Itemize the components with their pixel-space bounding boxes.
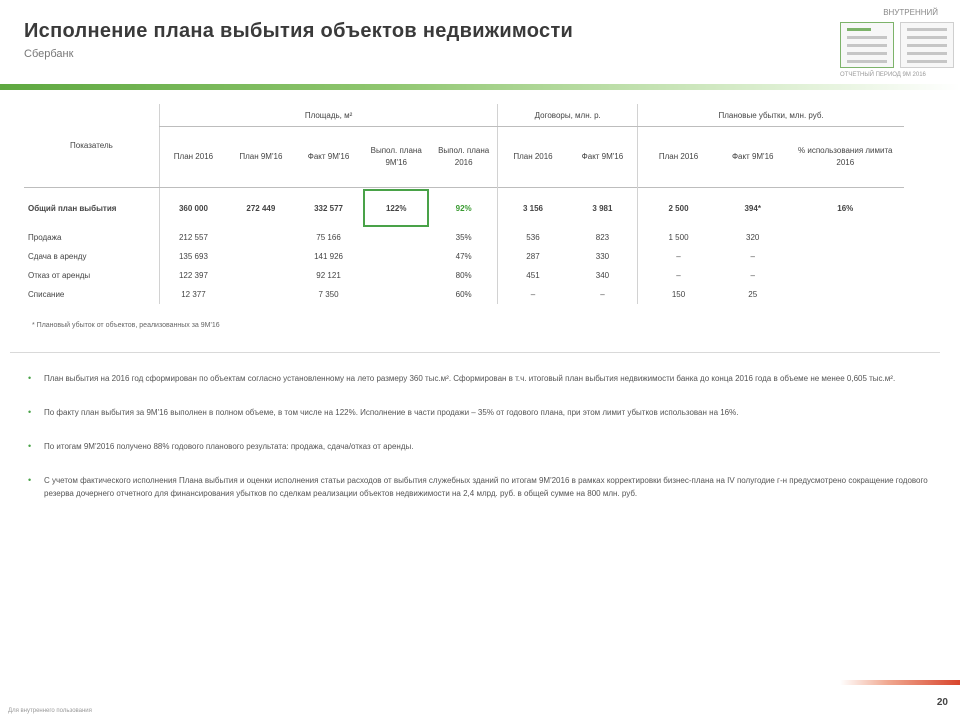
footer-accent-bar xyxy=(840,680,960,685)
table-cell xyxy=(227,285,295,304)
table-footnote: * Плановый убыток от объектов, реализованных за 9М'16 xyxy=(32,322,220,329)
table-cell: 536 xyxy=(498,228,568,247)
table-cell xyxy=(227,228,295,247)
group-header-area: Площадь, м² xyxy=(159,104,497,127)
table-row xyxy=(24,285,904,304)
table-cell: 451 xyxy=(498,266,568,285)
row-label: Сдача в аренду xyxy=(28,252,87,261)
table-cell: 16% xyxy=(787,188,904,229)
bullet-icon: • xyxy=(28,475,32,485)
table-cell: 287 xyxy=(498,247,568,266)
column-header: План 2016 xyxy=(498,127,568,188)
table-cell xyxy=(227,247,295,266)
table-cell xyxy=(362,247,430,266)
table-cell xyxy=(362,266,430,285)
table-cell: 141 926 xyxy=(314,252,343,261)
section-divider xyxy=(10,352,940,353)
table-cell: 272 449 xyxy=(227,188,295,229)
bullet-item xyxy=(28,474,928,500)
slide-thumbnail-next[interactable] xyxy=(900,22,954,68)
page-number: 20 xyxy=(936,697,948,708)
row-label: Отказ от аренды xyxy=(28,271,91,280)
confidentiality-note: Для внутреннего пользования xyxy=(8,708,92,714)
table-cell: 212 557 xyxy=(159,228,227,247)
table-cell: – xyxy=(638,247,719,266)
slide-thumbnails xyxy=(840,22,952,68)
classification-tag: ВНУТРЕННИЙ xyxy=(883,8,938,17)
table-cell: 122 397 xyxy=(159,266,227,285)
column-header: Выпол. плана 2016 xyxy=(438,146,490,167)
table-cell: 3 981 xyxy=(568,188,638,229)
table-cell: 3 156 xyxy=(498,188,568,229)
table-row xyxy=(24,247,904,266)
table-row xyxy=(24,228,904,247)
table-cell xyxy=(227,266,295,285)
bullet-text: План выбытия на 2016 год сформирован по объектам согласно установленному на лето размеру 360 тыс.м². Сформирован в т.ч. итоговый план выбытия недвижимости банка до конца 2016 года в объеме не менее 0,605 тыс.м². xyxy=(44,374,896,383)
group-header-losses: Плановые убытки, млн. руб. xyxy=(638,104,904,127)
table-cell xyxy=(787,266,904,285)
table-cell xyxy=(362,228,430,247)
table-cell: 12 377 xyxy=(159,285,227,304)
table-cell: – xyxy=(750,271,755,280)
table-cell: 92 121 xyxy=(316,271,341,280)
table-cell xyxy=(787,228,904,247)
table-cell: 150 xyxy=(638,285,719,304)
bullet-text: С учетом фактического исполнения Плана выбытия и оценки исполнения статьи расходов от выбытия служебных зданий по итогам 9М'2016 в рамках корректировки бизнес-плана на IV полугодие г-н предусмотрено сокращение годового резерва дочернего отчетного для финансирования убытков по сделкам реализации объектов недвижимости на 2,4 млрд. руб. в общей сумме на 800 млн. руб. xyxy=(44,476,928,498)
bullet-icon: • xyxy=(28,407,32,417)
bullet-list xyxy=(28,372,928,521)
table-cell: 92% xyxy=(430,188,498,229)
table-cell: 7 350 xyxy=(318,290,339,299)
column-header: Факт 9М'16 xyxy=(307,152,350,161)
table-cell: 320 xyxy=(746,233,760,242)
table-cell xyxy=(787,247,904,266)
table-cell xyxy=(362,285,430,304)
page-title: Исполнение плана выбытия объектов недвижимости xyxy=(24,20,574,42)
table-cell: 394* xyxy=(719,188,787,229)
table-cell: – xyxy=(498,285,568,304)
highlighted-cell: 122% xyxy=(362,188,430,229)
table-cell: 340 xyxy=(595,271,610,280)
table-cell xyxy=(787,285,904,304)
table-cell: 80% xyxy=(455,271,472,280)
table-row-total xyxy=(24,188,904,229)
column-header: Выпол. плана 9М'16 xyxy=(370,146,422,167)
page-subtitle: Сбербанк xyxy=(24,48,74,60)
table-cell: 330 xyxy=(595,252,610,261)
table-cell: 360 000 xyxy=(159,188,227,229)
table-cell: – xyxy=(600,290,605,299)
header-divider xyxy=(0,84,960,90)
row-label: Продажа xyxy=(28,233,62,242)
plan-execution-table xyxy=(24,104,904,304)
table-cell: 2 500 xyxy=(638,188,719,229)
row-label: Общий план выбытия xyxy=(24,188,159,229)
table-cell: 75 166 xyxy=(316,233,341,242)
table-cell: 60% xyxy=(455,290,472,299)
thumbnail-caption: ОТЧЕТНЫЙ ПЕРИОД 9М 2016 xyxy=(840,72,926,78)
column-header: % использования лимита 2016 xyxy=(798,146,893,167)
bullet-item xyxy=(28,440,928,453)
group-header-contracts: Договоры, млн. р. xyxy=(498,104,638,127)
column-header: Факт 9М'16 xyxy=(731,152,774,161)
table-cell: 25 xyxy=(748,290,758,299)
table-cell: 135 693 xyxy=(159,247,227,266)
table-cell: – xyxy=(638,266,719,285)
table-cell: 47% xyxy=(455,252,472,261)
bullet-text: По итогам 9М'2016 получено 88% годового планового результата: продажа, сдача/отказ от аренды. xyxy=(44,442,414,451)
row-header: Показатель xyxy=(24,104,159,188)
column-header: Факт 9М'16 xyxy=(581,152,624,161)
slide-thumbnail-current[interactable] xyxy=(840,22,894,68)
table-cell: 332 577 xyxy=(295,188,363,229)
bullet-icon: • xyxy=(28,373,32,383)
bullet-text: По факту план выбытия за 9М'16 выполнен в полном объеме, в том числе на 122%. Исполнение в части продажи – 35% от годового плана, при этом лимит убытков использован на 16%. xyxy=(44,408,739,417)
row-label: Списание xyxy=(28,290,65,299)
column-header: План 2016 xyxy=(638,127,719,188)
table-cell: – xyxy=(750,252,755,261)
table-cell: 35% xyxy=(455,233,472,242)
column-header: План 2016 xyxy=(159,127,227,188)
bullet-icon: • xyxy=(28,441,32,451)
bullet-item xyxy=(28,406,928,419)
table-cell: 1 500 xyxy=(638,228,719,247)
bullet-item xyxy=(28,372,928,385)
table-cell: 823 xyxy=(595,233,610,242)
column-header: План 9М'16 xyxy=(239,152,283,161)
table-row xyxy=(24,266,904,285)
